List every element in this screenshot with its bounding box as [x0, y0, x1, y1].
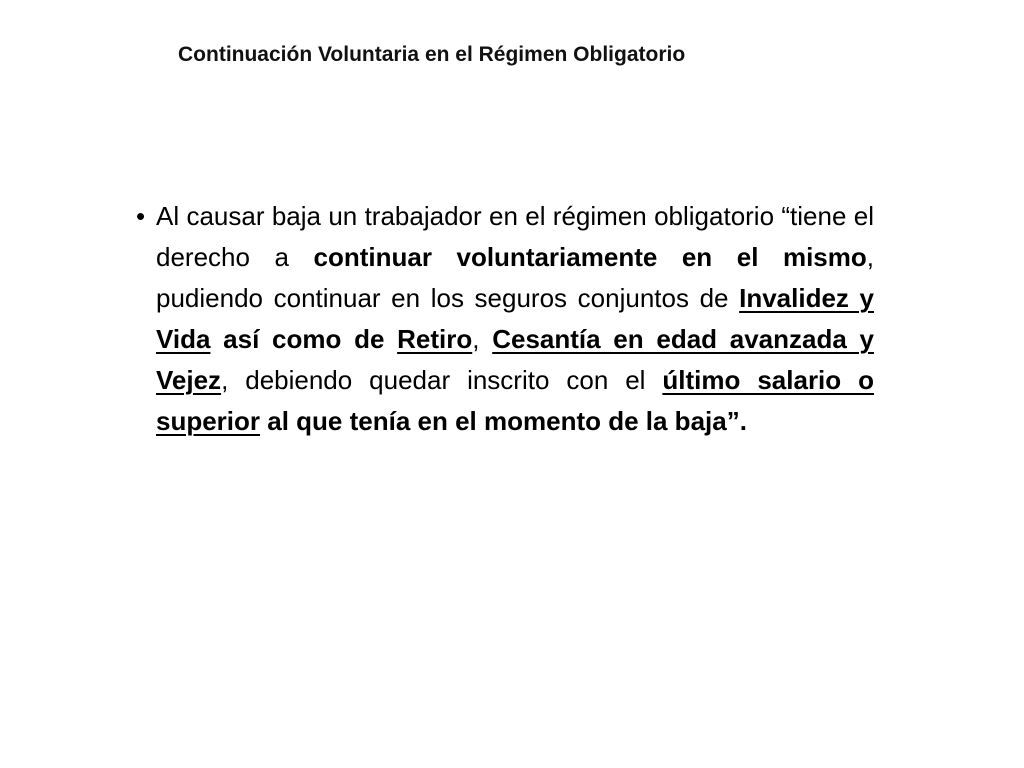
paragraph-segment: , debiendo quedar inscrito con el — [221, 365, 663, 395]
paragraph-segment: continuar voluntariamente en el mismo — [313, 242, 867, 272]
bullet-paragraph — [156, 201, 874, 436]
paragraph-segment: al que tenía en el momento de la baja”. — [260, 406, 747, 436]
paragraph-segment: Invalidez y Vida — [156, 283, 874, 354]
paragraph-segment: último salario o superior — [156, 365, 874, 436]
bullet-list — [132, 196, 874, 442]
paragraph-segment: , pudiendo continuar en los seguros conjuntos de — [156, 242, 874, 313]
paragraph-segment: , — [472, 324, 493, 354]
bullet-item — [132, 196, 874, 442]
paragraph-segment: Al causar baja un trabajador en el régimen obligatorio “tiene el derecho a — [156, 201, 874, 272]
slide-title: Continuación Voluntaria en el Régimen Obligatorio — [178, 43, 686, 66]
paragraph-segment: Retiro — [397, 324, 473, 354]
bullet-icon: • — [136, 201, 146, 231]
paragraph-segment: Cesantía en edad avanzada y Vejez — [156, 324, 874, 395]
paragraph-segment: así como de — [210, 324, 398, 354]
